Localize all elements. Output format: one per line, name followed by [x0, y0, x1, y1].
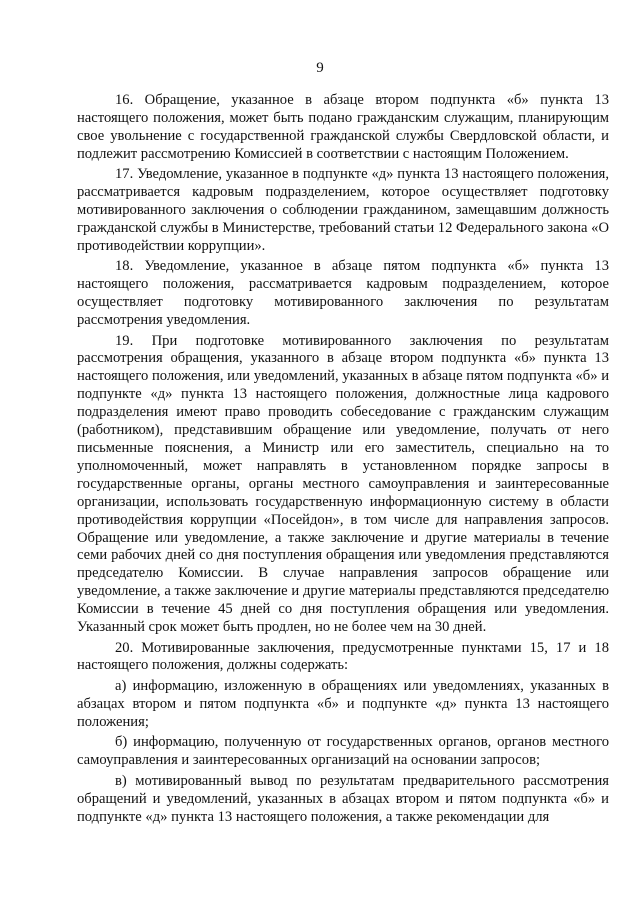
list-item-b: б) информацию, полученную от государственных органов, органов местного самоуправления и заинтересованных организаций на основании запросов;: [77, 734, 609, 769]
paragraph-17: 17. Уведомление, указанное в подпункте «д» пункта 13 настоящего положения, рассматривается кадровым подразделением, которое осуществляет подготовку мотивированного заключения о соблюдении гражданином, замещавшим должность гражданской службы в Министерстве, требований статьи 12 Федерального закона «О противодействии коррупции».: [77, 166, 609, 254]
paragraph-19: 19. При подготовке мотивированного заключения по результатам рассмотрения обращения, указанного в абзаце втором подпункта «б» пункта 13 настоящего положения, или уведомлений, указанных в абзаце пятом подпункта «б» и подпункте «д» пункта 13 настоящего положения, должностные лица кадрового подразделения имеют право проводить собеседование с гражданским служащим (работником), представившим обращение или уведомление, получать от него письменные пояснения, а Министр или его заместитель, специально на то уполномоченный, может направлять в установленном порядке запросы в государственные органы, органы местного самоуправления и заинтересованные организации, использовать государственную информационную систему в области противодействия коррупции «Посейдон», в том числе для направления запросов. Обращение или уведомление, а также заключение и другие материалы в течение семи рабочих дней со дня поступления обращения или уведомления представляются председателю Комиссии. В случае направления запросов обращение или уведомление, а также заключение и другие материалы представляются председателю Комиссии в течение 45 дней со дня поступления обращения или уведомления. Указанный срок может быть продлен, но не более чем на 30 дней.: [77, 332, 609, 636]
page-number: 9: [316, 60, 324, 76]
list-item-a: а) информацию, изложенную в обращениях или уведомлениях, указанных в абзацах втором и пятом подпункта «б» и подпункте «д» пункта 13 настоящего положения;: [77, 677, 609, 730]
paragraph-20: 20. Мотивированные заключения, предусмотренные пунктами 15, 17 и 18 настоящего положения, должны содержать:: [77, 639, 609, 674]
paragraph-18: 18. Уведомление, указанное в абзаце пятом подпункта «б» пункта 13 настоящего положения, рассматривается кадровым подразделением, которое осуществляет подготовку мотивированного заключения по результатам рассмотрения уведомления.: [77, 258, 609, 329]
list-item-v: в) мотивированный вывод по результатам предварительного рассмотрения обращений и уведомлений, указанных в абзацах втором и пятом подпункта «б» и подпункте «д» пункта 13 настоящего положения, а также рекомендации для: [77, 772, 609, 825]
paragraph-16: 16. Обращение, указанное в абзаце втором подпункта «б» пункта 13 настоящего положения, может быть подано гражданским служащим, планирующим свое увольнение с государственной гражданской службы Свердловской области, и подлежит рассмотрению Комиссией в соответствии с настоящим Положением.: [77, 92, 609, 162]
document-body: [77, 92, 609, 829]
